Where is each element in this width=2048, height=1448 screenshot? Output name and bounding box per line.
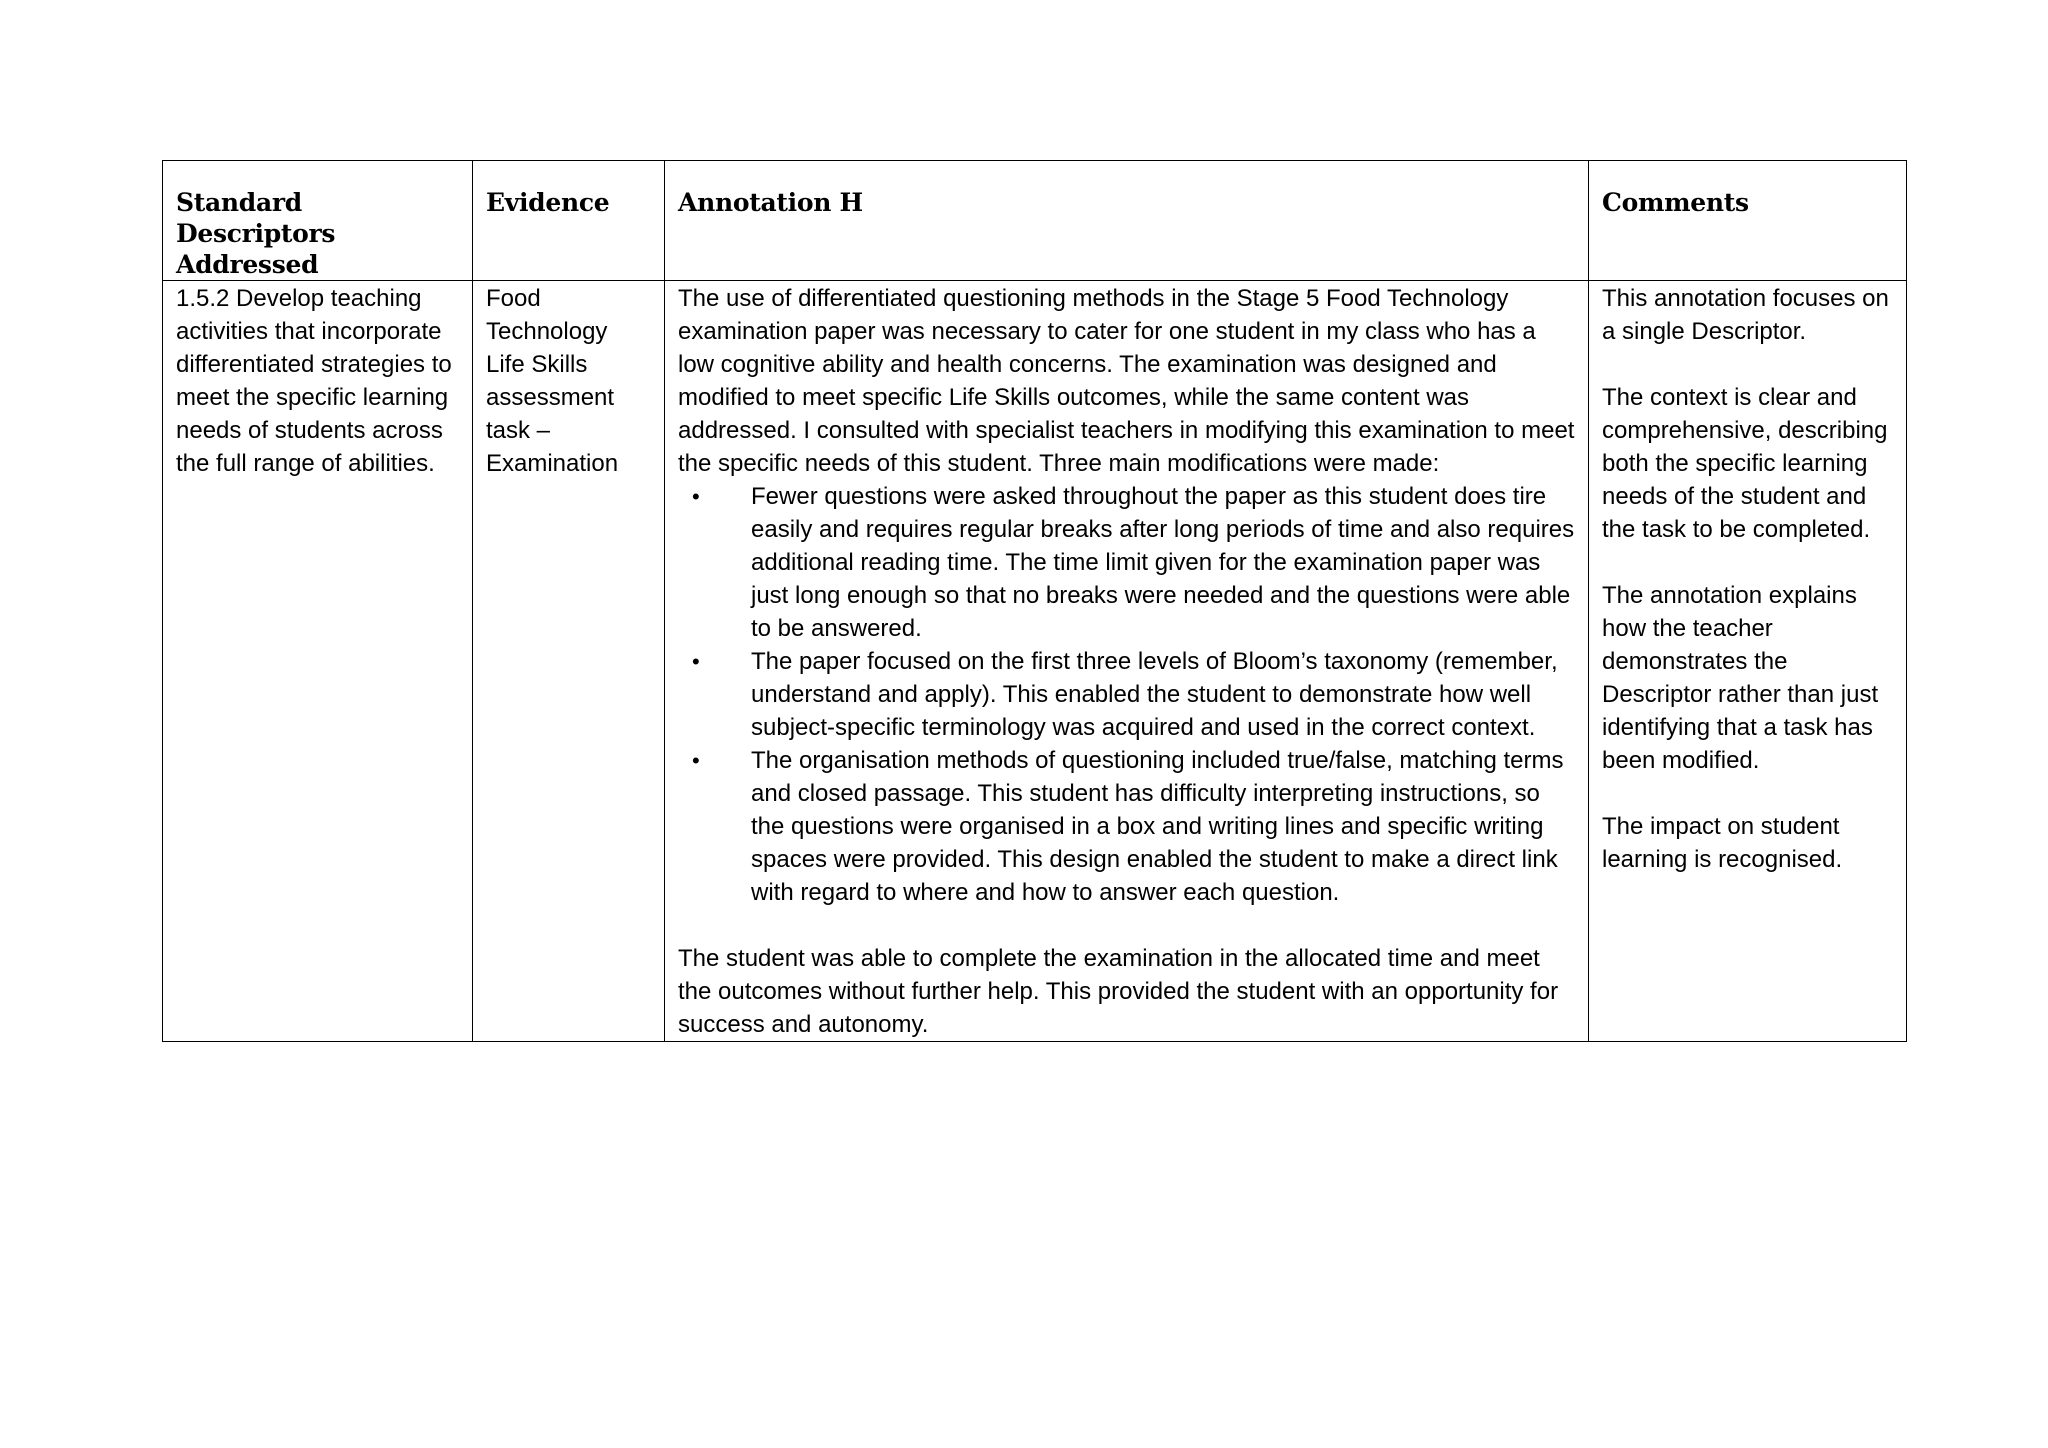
comment-text: The impact on student learning is recognised. (1602, 813, 1843, 873)
modifications-list (678, 480, 1576, 909)
annotation-outro: The student was able to complete the examination in the allocated time and meet the outcomes without further help. This provided the student with an opportunity for success and autonomy. (678, 945, 1559, 1038)
annotation-intro: The use of differentiated questioning methods in the Stage 5 Food Technology examination paper was necessary to cater for one student in my class who has a low cognitive ability and health concerns. The examination was designed and modified to meet specific Life Skills outcomes, while the same content was addressed. I consulted with specialist teachers in modifying this examination to meet the specific needs of this student. Three main modifications were made: (678, 285, 1575, 477)
list-item (678, 480, 1576, 645)
paragraph-gap (1602, 348, 1894, 381)
bullet-icon: • (692, 649, 700, 674)
header-standard-descriptors: Standard Descriptors Addressed (163, 161, 473, 281)
descriptor-text: 1.5.2 Develop teaching activities that incorporate differentiated strategies to meet the specific learning needs of students across the full range of abilities. (176, 285, 452, 477)
descriptor-cell (163, 281, 473, 1042)
paragraph-gap (1602, 777, 1894, 810)
table-row (163, 281, 1907, 1042)
list-item (678, 744, 1576, 909)
evidence-text: Food Technology Life Skills assessment task – Examination (486, 285, 619, 477)
comment-text: The context is clear and comprehensive, describing both the specific learning needs of the student and the task to be completed. (1602, 384, 1888, 543)
paragraph-gap (1602, 546, 1894, 579)
bullet-icon: • (692, 484, 700, 509)
bullet-icon: • (692, 748, 700, 773)
comment-text: The annotation explains how the teacher demonstrates the Descriptor rather than just identifying that a task has been modified. (1602, 582, 1879, 774)
header-annotation: Annotation H (665, 161, 1589, 281)
paragraph-gap (678, 909, 1576, 942)
evidence-cell (473, 281, 665, 1042)
table-header-row (163, 161, 1907, 281)
annotation-table (162, 160, 1907, 1042)
header-evidence: Evidence (473, 161, 665, 281)
comments-cell (1589, 281, 1907, 1042)
list-item (678, 645, 1576, 744)
annotation-cell (665, 281, 1589, 1042)
comment-text: This annotation focuses on a single Descriptor. (1602, 285, 1889, 345)
modification-text: The paper focused on the first three levels of Bloom’s taxonomy (remember, understand and apply). This enabled the student to demonstrate how well subject-specific terminology was acquired and used in the correct context. (751, 648, 1558, 741)
modification-text: Fewer questions were asked throughout the paper as this student does tire easily and requires regular breaks after long periods of time and also requires additional reading time. The time limit given for the examination paper was just long enough so that no breaks were needed and the questions were able to be answered. (751, 483, 1575, 642)
modification-text: The organisation methods of questioning included true/false, matching terms and closed passage. This student has difficulty interpreting instructions, so the questions were organised in a box and writing lines and specific writing spaces were provided. This design enabled the student to make a direct link with regard to where and how to answer each question. (751, 747, 1564, 906)
header-comments: Comments (1589, 161, 1907, 281)
